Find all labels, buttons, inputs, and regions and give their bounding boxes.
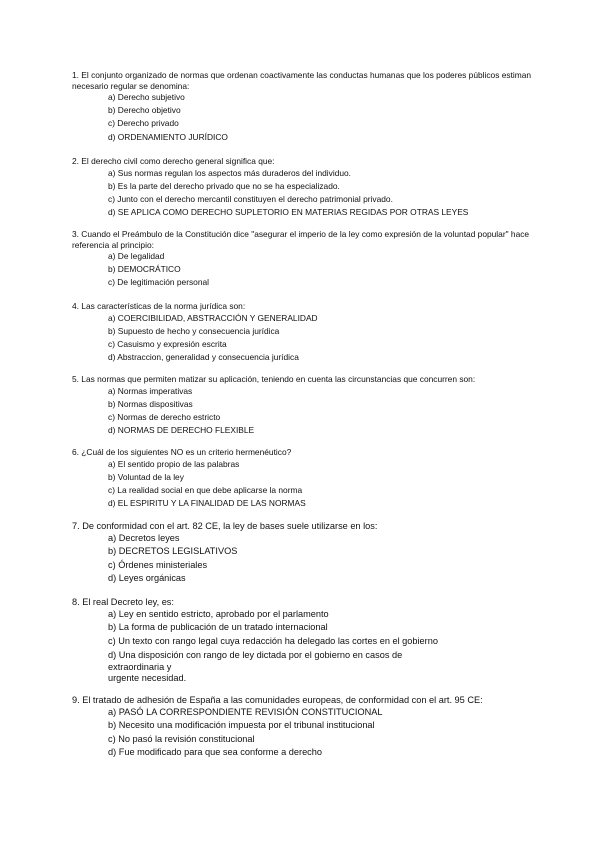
question-8 bbox=[72, 597, 542, 687]
question-stem: 8. El real Decreto ley, es: bbox=[72, 597, 174, 607]
option-a: a) De legalidad bbox=[108, 251, 165, 261]
option-d-line-3: urgente necesidad. bbox=[108, 673, 187, 684]
option-d-line-1: d) Una disposición con rango de ley dictada por el gobierno en casos de bbox=[108, 650, 403, 661]
option-c: c) Junto con el derecho mercantil constituyen el derecho patrimonial privado. bbox=[108, 193, 393, 204]
options-list bbox=[72, 385, 542, 438]
options-list bbox=[72, 312, 542, 365]
options-list bbox=[72, 706, 542, 760]
option-b: b) Voluntad de la ley bbox=[108, 471, 184, 482]
question-2 bbox=[72, 156, 542, 219]
option-d-line-2: extraordinaria y bbox=[108, 661, 172, 672]
question-stem: 3. Cuando el Preámbulo de la Constitución dice "asegurar el imperio de la ley como expresión de la voluntad popular" hace referencia al principio: bbox=[72, 229, 530, 250]
option-a: a) Ley en sentido estricto, aprobado por el parlamento bbox=[108, 609, 329, 619]
options-list bbox=[72, 608, 542, 685]
option-d: d) Fue modificado para que sea conforme a derecho bbox=[108, 747, 322, 758]
option-b: b) Normas dispositivas bbox=[108, 398, 193, 409]
option-c: c) Órdenes ministeriales bbox=[108, 559, 208, 570]
question-1 bbox=[72, 70, 542, 144]
options-list bbox=[72, 167, 542, 220]
question-stem: 4. Las características de la norma jurídica son: bbox=[72, 301, 246, 311]
question-9 bbox=[72, 695, 542, 760]
question-5 bbox=[72, 374, 542, 437]
option-c: c) Un texto con rango legal cuya redacción ha delegado las cortes en el gobierno bbox=[108, 635, 438, 646]
question-3 bbox=[72, 229, 542, 290]
option-a: a) Normas imperativas bbox=[108, 385, 193, 396]
option-c: c) Normas de derecho estricto bbox=[108, 411, 221, 422]
question-4 bbox=[72, 301, 542, 364]
option-c: c) De legitimación personal bbox=[108, 277, 210, 288]
question-6 bbox=[72, 447, 542, 510]
option-b: b) DECRETOS LEGISLATIVOS bbox=[108, 546, 238, 557]
option-a: a) Decretos leyes bbox=[108, 533, 180, 543]
option-b: b) Supuesto de hecho y consecuencia jurídica bbox=[108, 325, 280, 336]
question-stem: 9. El tratado de adhesión de España a las comunidades europeas, de conformidad con el art. 95 CE: bbox=[72, 695, 483, 705]
question-stem: 1. El conjunto organizado de normas que ordenan coactivamente las conductas humanas que los poderes públicos estiman necesario regular se denomina: bbox=[72, 70, 532, 91]
option-a: a) El sentido propio de las palabras bbox=[108, 458, 240, 469]
option-b: b) Necesito una modificación impuesta por el tribunal institucional bbox=[108, 720, 375, 731]
option-a: a) COERCIBILIDAD, ABSTRACCIÓN Y GENERALIDAD bbox=[108, 312, 318, 323]
option-d: d) ORDENAMIENTO JURÍDICO bbox=[108, 131, 228, 142]
option-c: c) La realidad social en que debe aplicarse la norma bbox=[108, 484, 303, 495]
options-list bbox=[72, 91, 542, 144]
options-list bbox=[72, 250, 542, 290]
option-a: a) Derecho subjetivo bbox=[108, 92, 185, 102]
option-d bbox=[108, 650, 542, 685]
option-b: b) DEMOCRÁTICO bbox=[108, 264, 181, 275]
option-d: d) EL ESPIRITU Y LA FINALIDAD DE LAS NORMAS bbox=[108, 498, 306, 509]
question-7 bbox=[72, 521, 542, 586]
question-stem: 6. ¿Cuál de los siguientes NO es un criterio hermenéutico? bbox=[72, 447, 292, 457]
option-b: b) La forma de publicación de un tratado internacional bbox=[108, 622, 328, 633]
option-c: c) Derecho privado bbox=[108, 118, 179, 129]
option-c: c) Casuismo y expresión escrita bbox=[108, 338, 227, 349]
option-d: d) Leyes orgánicas bbox=[108, 573, 186, 584]
option-b: b) Derecho objetivo bbox=[108, 105, 181, 116]
option-d: d) SE APLICA COMO DERECHO SUPLETORIO EN MATERIAS REGIDAS POR OTRAS LEYES bbox=[108, 207, 469, 218]
option-b: b) Es la parte del derecho privado que no se ha especializado. bbox=[108, 180, 340, 191]
question-stem: 5. Las normas que permiten matizar su aplicación, teniendo en cuenta las circunstancias que concurren son: bbox=[72, 374, 476, 384]
option-a: a) PASÓ LA CORRESPONDIENTE REVISIÓN CONSTITUCIONAL bbox=[108, 707, 383, 717]
option-d: d) NORMAS DE DERECHO FLEXIBLE bbox=[108, 425, 255, 436]
options-list bbox=[72, 532, 542, 586]
options-list bbox=[72, 458, 542, 511]
option-d: d) Abstraccion, generalidad y consecuencia jurídica bbox=[108, 352, 299, 363]
question-stem: 7. De conformidad con el art. 82 CE, la ley de bases suele utilizarse en los: bbox=[72, 521, 378, 531]
question-stem: 2. El derecho civil como derecho general significa que: bbox=[72, 156, 275, 166]
option-c: c) No pasó la revisión constitucional bbox=[108, 733, 255, 744]
option-a: a) Sus normas regulan los aspectos más duraderos del individuo. bbox=[108, 167, 352, 178]
